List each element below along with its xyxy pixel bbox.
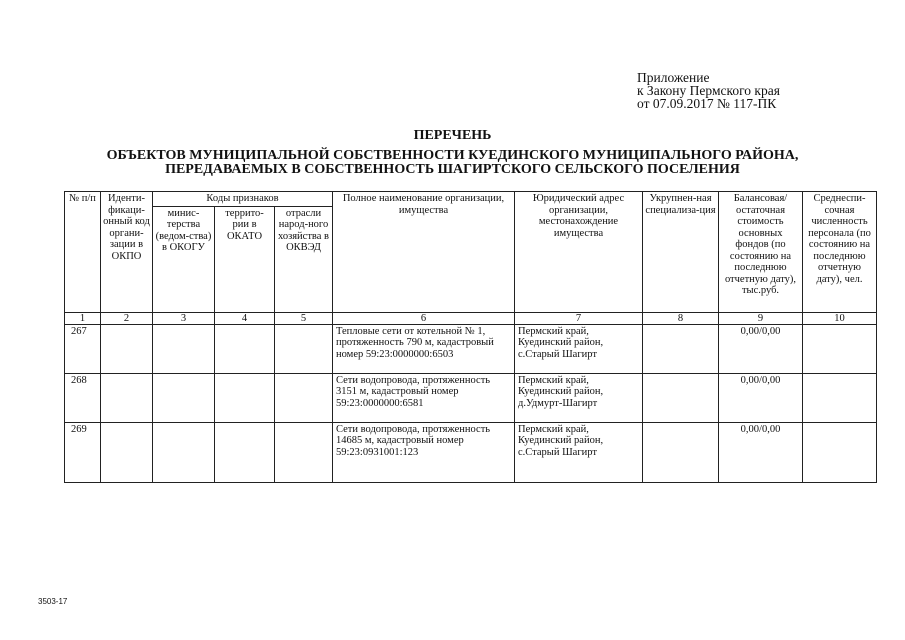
- row-staff: [803, 373, 877, 422]
- column-number: 4: [215, 312, 275, 324]
- header-specialization: Укрупнен-ная специализа-ция: [643, 192, 719, 313]
- header-okato: террито-рии в ОКАТО: [215, 206, 275, 312]
- appendix-line-2: к Закону Пермского края: [637, 83, 780, 98]
- row-number: 268: [65, 373, 101, 422]
- header-codes: Коды признаков: [153, 192, 333, 207]
- column-number: 5: [275, 312, 333, 324]
- header-num: № п/п: [65, 192, 101, 313]
- appendix-line-1: Приложение: [637, 70, 710, 85]
- row-okato: [215, 373, 275, 422]
- column-number: 1: [65, 312, 101, 324]
- row-staff: [803, 324, 877, 373]
- row-address: Пермский край, Куединский район, д.Удмурт-Шагирт: [515, 373, 643, 422]
- property-table: [64, 191, 877, 483]
- document-subtitle-line-1: ОБЪЕКТОВ МУНИЦИПАЛЬНОЙ СОБСТВЕННОСТИ КУЕДИНСКОГО МУНИЦИПАЛЬНОГО РАЙОНА,: [106, 148, 799, 163]
- column-number: 8: [643, 312, 719, 324]
- document-title: ПЕРЕЧЕНЬ: [413, 128, 492, 143]
- header-okved: отрасли народ-ного хозяйства в ОКВЭД: [275, 206, 333, 312]
- row-specialization: [643, 324, 719, 373]
- row-name: Сети водопровода, протяженность 3151 м, кадастровый номер 59:23:0000000:6581: [333, 373, 515, 422]
- row-name: Сети водопровода, протяженность 14685 м, кадастровый номер 59:23:0931001:123: [333, 422, 515, 482]
- appendix-line-3: от 07.09.2017 № 117-ПК: [637, 96, 777, 111]
- header-staff: Среднеспи-сочная численность персонала (по состоянию на последнюю отчетную дату), чел.: [803, 192, 877, 313]
- table-row: [65, 324, 877, 373]
- row-okpo: [101, 373, 153, 422]
- table-row: [65, 373, 877, 422]
- header-balance: Балансовая/ остаточная стоимость основных фондов (по состоянию на последнюю отчетную дату), тыс.руб.: [719, 192, 803, 313]
- row-okogu: [153, 373, 215, 422]
- row-address: Пермский край, Куединский район, с.Старый Шагирт: [515, 324, 643, 373]
- column-number: 7: [515, 312, 643, 324]
- column-number: 2: [101, 312, 153, 324]
- row-okved: [275, 373, 333, 422]
- header-okogu: минис-терства (ведом-ства) в ОКОГУ: [153, 206, 215, 312]
- document-code: 3503-17: [38, 597, 68, 606]
- row-specialization: [643, 422, 719, 482]
- row-number: 269: [65, 422, 101, 482]
- row-okved: [275, 324, 333, 373]
- row-name: Тепловые сети от котельной № 1, протяженность 790 м, кадастровый номер 59:23:0000000:6503: [333, 324, 515, 373]
- row-number: 267: [65, 324, 101, 373]
- row-balance: 0,00/0,00: [719, 324, 803, 373]
- column-number: 10: [803, 312, 877, 324]
- row-specialization: [643, 373, 719, 422]
- table-row: [65, 422, 877, 482]
- header-address: Юридический адрес организации, местонахождение имущества: [515, 192, 643, 313]
- row-okato: [215, 422, 275, 482]
- row-okved: [275, 422, 333, 482]
- column-number: 6: [333, 312, 515, 324]
- document-subtitle-line-2: ПЕРЕДАВАЕМЫХ В СОБСТВЕННОСТЬ ШАГИРТСКОГО СЕЛЬСКОГО ПОСЕЛЕНИЯ: [165, 162, 740, 177]
- header-name: Полное наименование организации, имущества: [333, 192, 515, 313]
- row-staff: [803, 422, 877, 482]
- appendix-block: [637, 71, 780, 110]
- header-okpo: Иденти-фикаци-онный код органи-зации в ОКПО: [101, 192, 153, 313]
- row-balance: 0,00/0,00: [719, 422, 803, 482]
- column-number: 3: [153, 312, 215, 324]
- row-address: Пермский край, Куединский район, с.Старый Шагирт: [515, 422, 643, 482]
- row-okogu: [153, 422, 215, 482]
- row-okogu: [153, 324, 215, 373]
- column-number-row: [65, 312, 877, 324]
- row-balance: 0,00/0,00: [719, 373, 803, 422]
- column-number: 9: [719, 312, 803, 324]
- row-okpo: [101, 324, 153, 373]
- row-okato: [215, 324, 275, 373]
- header-row-1: [65, 192, 877, 207]
- row-okpo: [101, 422, 153, 482]
